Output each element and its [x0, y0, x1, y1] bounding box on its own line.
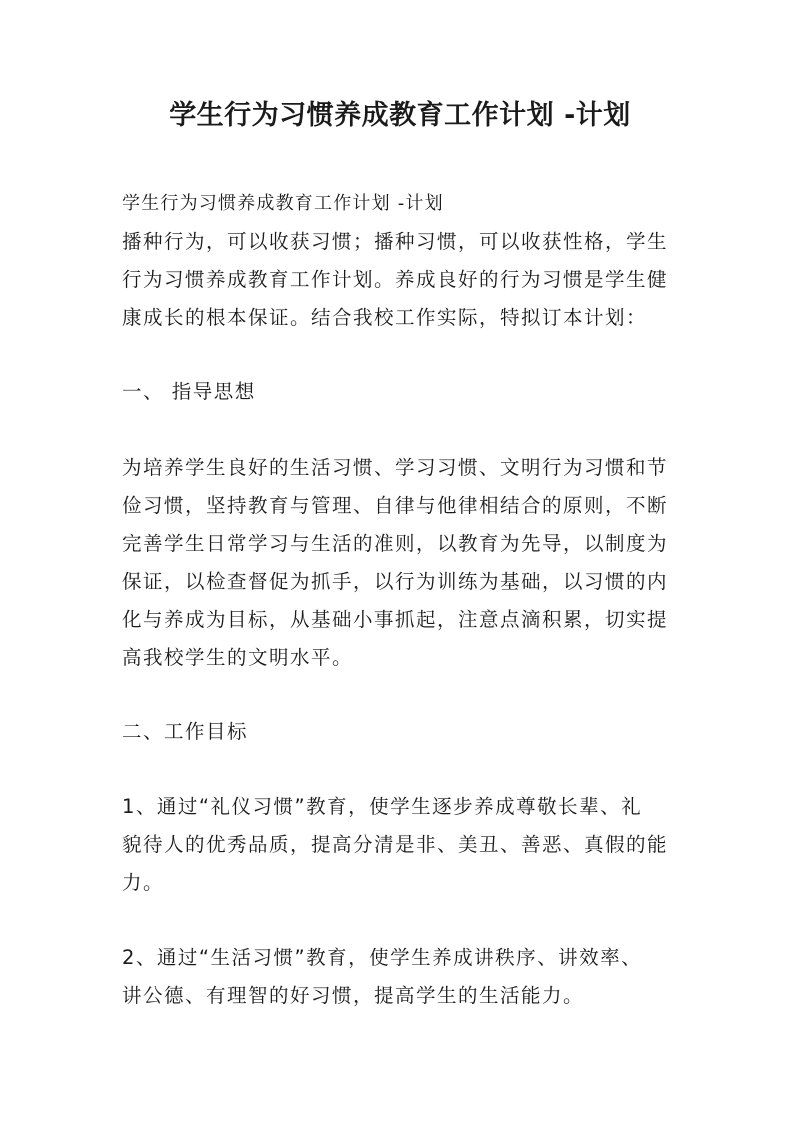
- intro-line-2: 行为习惯养成教育工作计划。养成良好的行为习惯是学生健: [122, 268, 669, 291]
- section-1-line-4: 保证，以检查督促为抓手，以行为训练为基础，以习惯的内: [122, 570, 669, 593]
- document-subtitle: 学生行为习惯养成教育工作计划 -计划: [122, 193, 444, 214]
- section-1-line-1: 为培养学生良好的生活习惯、学习习惯、文明行为习惯和节: [122, 456, 669, 479]
- goal-1-line-1: 1、通过“礼仪习惯”教育，使学生逐步养成尊敬长辈、礼: [122, 795, 643, 818]
- section-2-heading: 二、工作目标: [122, 720, 249, 743]
- intro-line-3: 康成长的根本保证。结合我校工作实际，特拟订本计划：: [122, 306, 648, 329]
- section-1-line-6: 高我校学生的文明水平。: [122, 646, 354, 669]
- goal-2-line-1: 2、通过“生活习惯”教育，使学生养成讲秩序、讲效率、: [122, 946, 643, 969]
- section-1-heading: 一、 指导思想: [122, 380, 256, 403]
- intro-line-1: 播种行为，可以收获习惯；播种习惯，可以收获性格，学生: [122, 230, 669, 253]
- goal-2-line-2: 讲公德、有理智的好习惯，提高学生的生活能力。: [122, 984, 585, 1007]
- section-1-line-3: 完善学生日常学习与生活的准则，以教育为先导，以制度为: [122, 532, 669, 555]
- section-1-line-5: 化与养成为目标，从基础小事抓起，注意点滴积累，切实提: [122, 608, 669, 631]
- document-title: 学生行为习惯养成教育工作计划 -计划: [169, 100, 631, 131]
- goal-1-line-2: 貌待人的优秀品质，提高分清是非、美丑、善恶、真假的能: [122, 833, 669, 856]
- goal-1-line-3: 力。: [122, 871, 165, 894]
- section-1-line-2: 俭习惯，坚持教育与管理、自律与他律相结合的原则，不断: [122, 494, 669, 517]
